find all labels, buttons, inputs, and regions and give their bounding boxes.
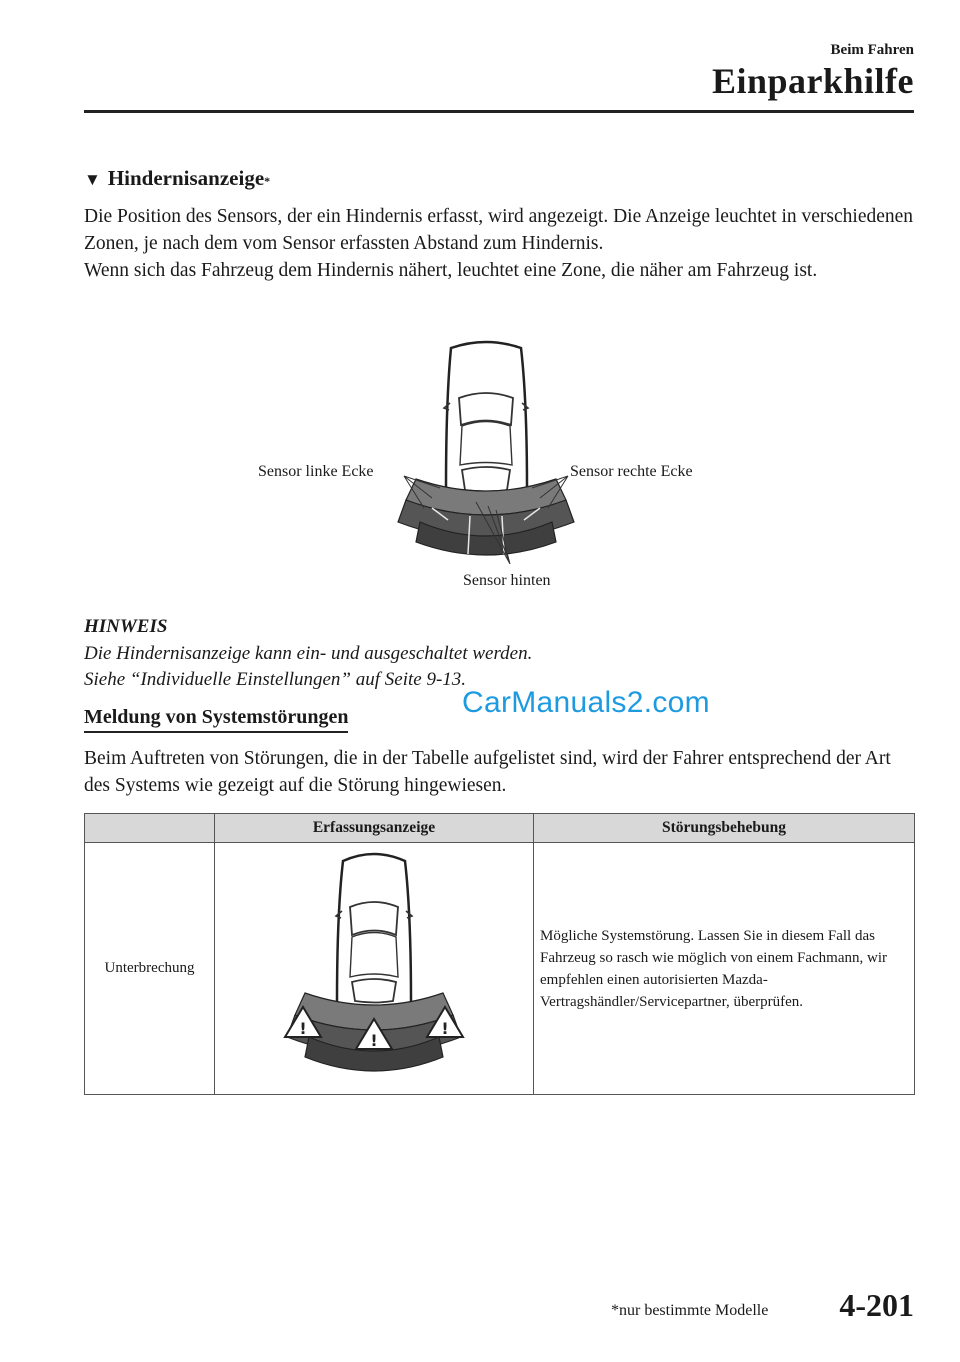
svg-text:!: ! xyxy=(370,1031,378,1050)
sensor-zones xyxy=(398,479,574,555)
table-header-blank xyxy=(85,814,215,843)
note-line-1: Die Hindernisanzeige kann ein- und ausgeschaltet werden. xyxy=(84,643,533,664)
header-title: Einparkhilfe xyxy=(711,61,914,101)
table-cell-indicator xyxy=(215,843,534,1095)
footnote: *nur bestimmte Modelle xyxy=(611,1302,769,1319)
table-header-detection: Erfassungsanzeige xyxy=(215,814,534,843)
label-sensor-rear: Sensor hinten xyxy=(463,572,551,589)
watermark: CarManuals2.com xyxy=(462,686,710,719)
table-header-row xyxy=(85,814,915,843)
note-heading: HINWEIS xyxy=(84,616,168,637)
car-top-view-icon xyxy=(444,342,528,514)
label-sensor-right-corner: Sensor rechte Ecke xyxy=(570,463,693,480)
sensor-diagram xyxy=(0,330,960,600)
malfunction-table xyxy=(84,813,915,1095)
table-cell-condition: Unterbrechung xyxy=(85,843,215,1095)
section-title: Hindernisanzeige xyxy=(107,166,265,190)
table-cell-remedy: Mögliche Systemstörung. Lassen Sie in diesem Fall das Fahrzeug so rasch wie möglich von einem Fachmann, wir empfehlen einen autorisierten Mazda-Vertragshändler/Servicepartner, überprüfen. xyxy=(534,843,915,1095)
triangle-down-icon: ▼ xyxy=(84,170,101,189)
header-rule xyxy=(84,110,914,113)
subsection-text: Beim Auftreten von Störungen, die in der Tabelle aufgelistet sind, wird der Fahrer entsprechend der Art des Systems wie gezeigt auf die Störung hingewiesen. xyxy=(84,748,891,796)
label-sensor-left-corner: Sensor linke Ecke xyxy=(258,463,374,480)
svg-text:!: ! xyxy=(441,1019,449,1038)
car-top-view-icon xyxy=(336,854,412,1025)
svg-text:!: ! xyxy=(299,1019,307,1038)
note-line-2: Siehe “Individuelle Einstellungen” auf Seite 9-13. xyxy=(84,669,467,690)
paragraph-2: Wenn sich das Fahrzeug dem Hindernis nähert, leuchtet eine Zone, die näher am Fahrzeug ist. xyxy=(84,260,818,281)
paragraph-1: Die Position des Sensors, der ein Hindernis erfasst, wird angezeigt. Die Anzeige leuchtet in verschiedenen Zonen, je nach dem vom Sensor erfassten Abstand zum Hindernis. xyxy=(84,206,914,254)
asterisk-mark: * xyxy=(264,174,271,188)
page-number: 4-201 xyxy=(839,1287,914,1323)
section-heading xyxy=(84,166,270,191)
table-row xyxy=(85,843,915,1095)
subsection-heading: Meldung von Systemstörungen xyxy=(84,706,348,733)
header-section: Beim Fahren xyxy=(830,42,914,58)
table-header-remedy: Störungsbehebung xyxy=(534,814,915,843)
malfunction-indicator-diagram xyxy=(215,843,533,1089)
